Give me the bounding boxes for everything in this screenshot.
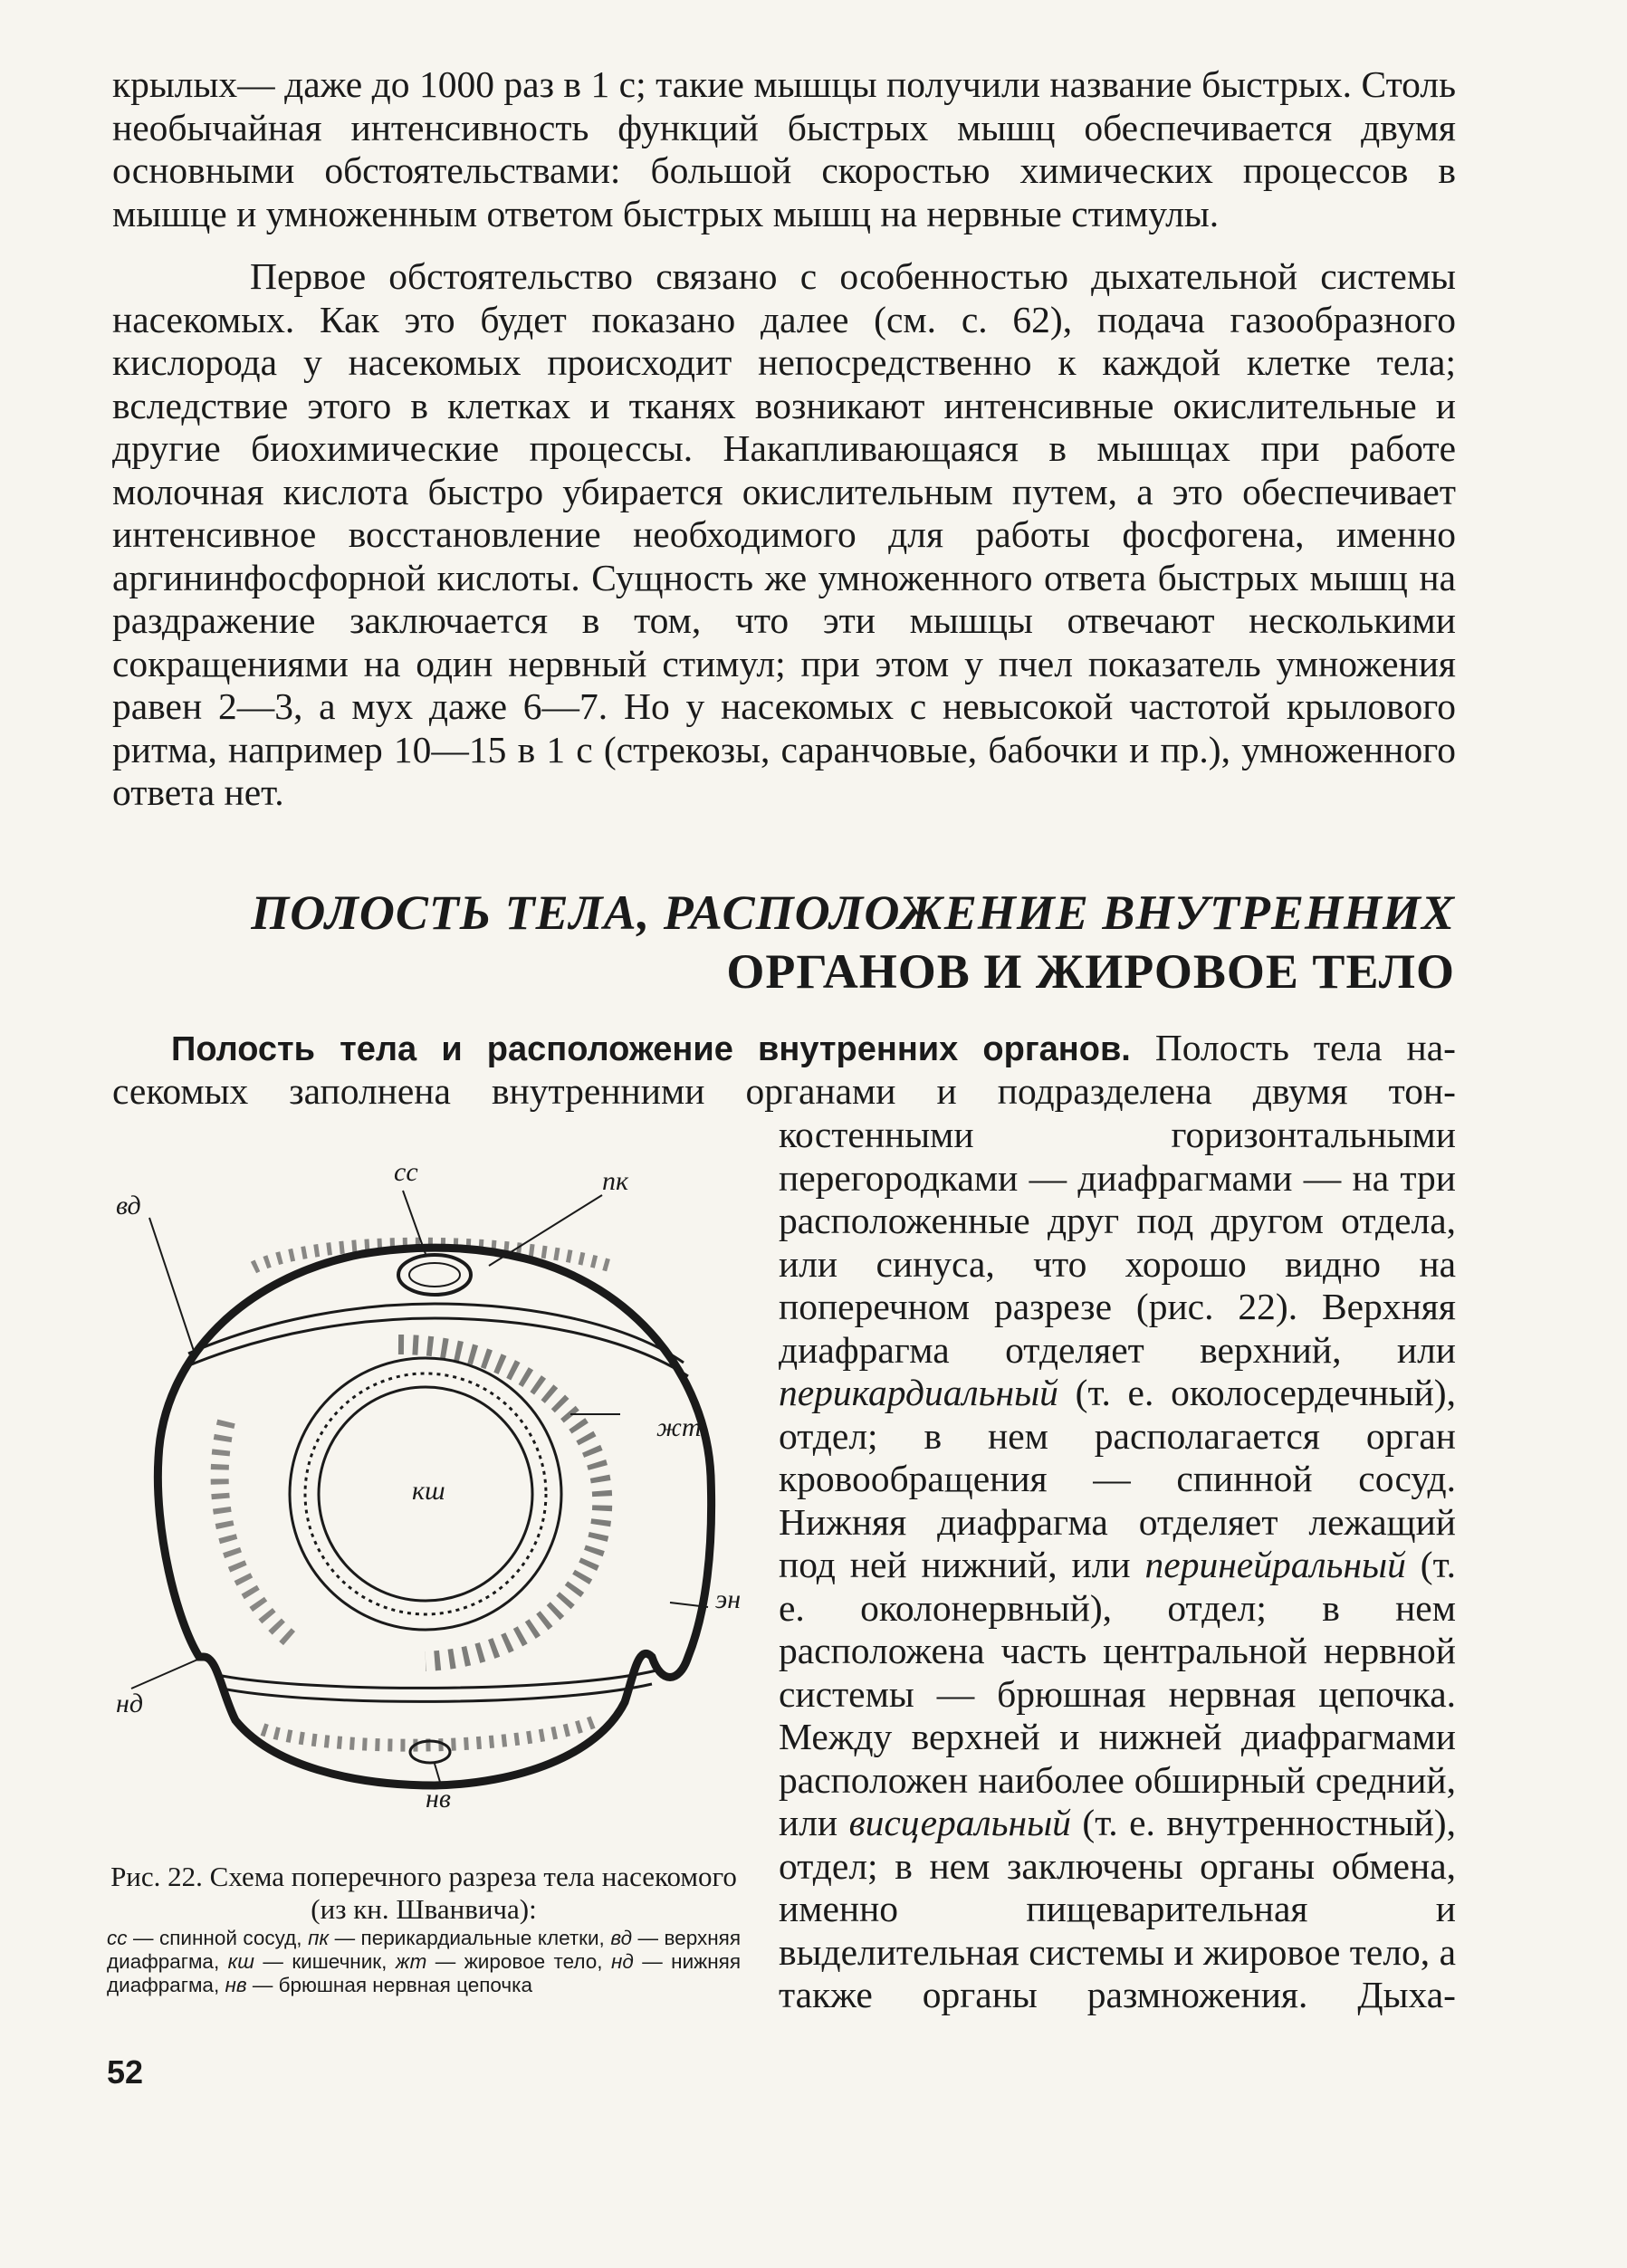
legend-abbr: нд <box>610 1950 634 1973</box>
label-nv: нв <box>426 1784 451 1813</box>
paragraph-1: крылых— даже до 1000 раз в 1 с; такие мышцы получили название быстрых. Столь необычайная интенсивность функций быстрых мышц обеспечивается двумя основными обстоятельствами: большой скоростью химических процессов в мышце и умноженным ответом быстрых мышц на нервные стимулы. <box>112 63 1456 234</box>
lead-text: Полость тела на- <box>1130 1027 1457 1068</box>
col-text-b: (т. е. околосердечный), отдел; в нем располагается орган кровообращения — спинной сосуд. Нижняя диафрагма отделяет лежащий под ней нижний, или <box>779 1372 1456 1585</box>
figure-legend <box>107 1927 741 1997</box>
paragraph-2: Первое обстоятельство связано с особенностью дыхательной системы насекомых. Как это будет показано далее (см. с. 62), подача газообразного кислорода у насекомых происходит непосредственно к каждой клетке тела; вследствие этого в клетках и тканях возникают интенсивные окислительные и другие биохимические процессы. Накапливающаяся в мышцах при работе молочная кислота быстро убирается окислительным путем, а это обеспечивает интенсивное восстановление необходимого для работы фосфогена, именно аргининфосфорной кислоты. Сущность же умноженного ответа быстрых мышц на раздражение заключается в том, что эти мышцы отвечают несколькими сокращениями на один нервный стимул; при этом у пчел показатель умножения равен 2—3, а мух даже 6—7. Но у насекомых с невысокой частотой крылового ритма, например 10—15 в 1 с (стрекозы, саранчовые, бабочки и пр.), умноженного ответа нет. <box>112 255 1456 813</box>
legend-abbr: вд <box>610 1927 632 1949</box>
legend-text: — жировое тело, <box>426 1950 611 1973</box>
legend-abbr: жт <box>395 1950 427 1973</box>
section-heading-line-1: ПОЛОСТЬ ТЕЛА, РАСПОЛОЖЕНИЕ ВНУТРЕННИХ <box>251 885 1455 940</box>
label-ss: сс <box>394 1157 418 1187</box>
col-text-c: (т. е. околонервный), отдел; в нем расположена часть центральной нервной системы — брюшная нервная цепочка. Между верхней и нижней диафрагмами расположен наиболее обширный средний, или <box>779 1544 1456 1843</box>
subsection-title: Полость тела и расположение внутренних органов. <box>171 1030 1131 1068</box>
right-column-text <box>779 1114 1456 2017</box>
section-heading-line-2: ОРГАНОВ И ЖИРОВОЕ ТЕЛО <box>726 944 1455 999</box>
label-nd: нд <box>116 1689 144 1718</box>
label-zht: жт. <box>656 1412 709 1442</box>
figure-caption: Рис. 22. Схема поперечного разреза тела насекомого (из кн. Шванвича): <box>110 1861 737 1925</box>
term-visceral: висцеральный <box>848 1802 1071 1843</box>
col-text-a: костенными горизонтальными перегородками — диафрагмами — на три расположенные друг под другом отдела, или синуса, что хорошо видно на поперечном разрезе (рис. 22). Верхняя диафрагма отделяет верхний, или <box>779 1114 1456 1371</box>
legend-abbr: кш <box>227 1950 254 1973</box>
section-lead <box>112 1027 1456 1072</box>
legend-abbr: пк <box>308 1927 330 1949</box>
label-pk: пк <box>602 1166 629 1196</box>
legend-text: — кишечник, <box>254 1950 396 1973</box>
term-pericardial: перикардиальный <box>779 1372 1058 1413</box>
legend-text: — спинной сосуд, <box>127 1927 309 1949</box>
legend-abbr: сс <box>107 1927 128 1949</box>
lower-diaphragm <box>217 1670 656 1688</box>
label-vd: вд <box>116 1191 141 1220</box>
legend-text: — перикардиальные клетки, <box>329 1927 611 1949</box>
label-ksh: кш <box>412 1476 445 1506</box>
label-en: эн <box>715 1584 742 1614</box>
legend-text: — нижняя диафрагма, <box>107 1950 742 1996</box>
legend-abbr: нв <box>225 1974 247 1996</box>
legend-text: — верхняя диафрагма, <box>107 1927 742 1973</box>
term-perineural: перинейральный <box>1144 1544 1406 1585</box>
section-line-2: секомых заполнена внутренними органами и подразделена двумя тон- <box>112 1070 1456 1112</box>
col-text-d: (т. е. внутренностный), отдел; в нем заключены органы обмена, именно пищеварительная и выделительная системы и жировое тело, а также органы размножения. Дыха- <box>779 1802 1456 2015</box>
upper-diaphragm <box>188 1304 684 1363</box>
page-number: 52 <box>107 2053 144 2091</box>
figure-22-cross-section <box>91 1150 761 1811</box>
body-wall <box>158 1248 711 1785</box>
legend-text: — брюшная нервная цепочка <box>246 1974 533 1996</box>
